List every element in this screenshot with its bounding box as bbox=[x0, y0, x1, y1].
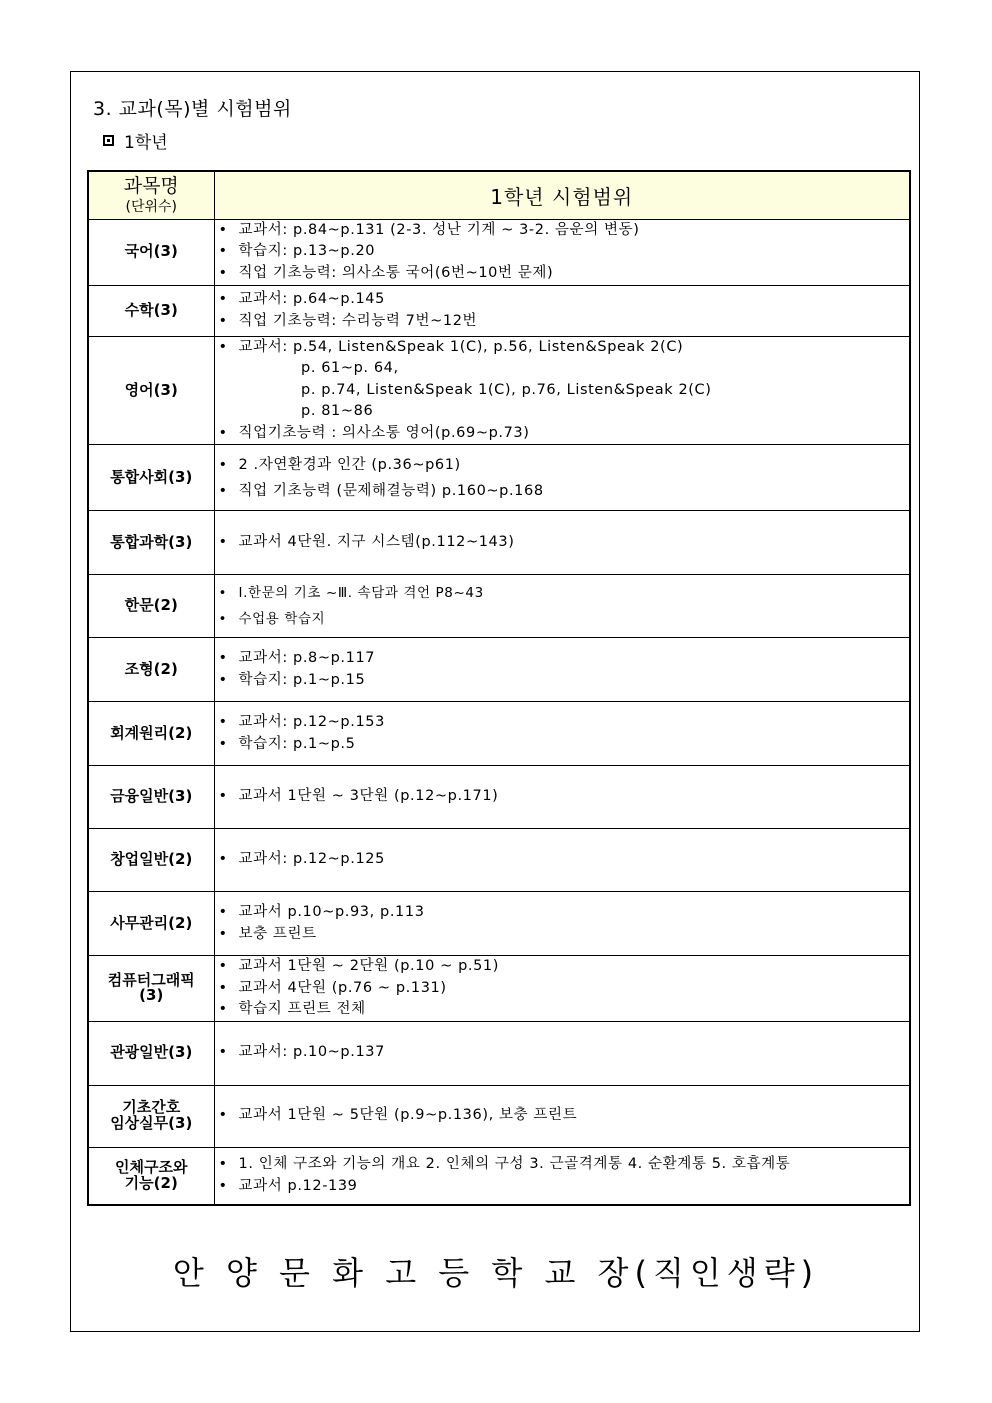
range-list bbox=[215, 220, 910, 285]
subject-cell: 금융일반(3) bbox=[88, 766, 214, 829]
table-row bbox=[88, 219, 910, 285]
range-item: • 교과서: p.12~p.125 bbox=[215, 849, 910, 871]
subject-cell: 기초간호 임상실무(3) bbox=[88, 1085, 214, 1147]
range-item: • 직업 기초능력: 의사소통 국어(6번~10번 문제) bbox=[215, 263, 910, 285]
principal-signature: 안 양 문 화 고 등 학 교 장(직인생략) bbox=[172, 1254, 820, 1292]
range-item: • 교과서: p.84~p.131 (2-3. 성난 기계 ~ 3-2. 음운의 변동) bbox=[215, 220, 910, 242]
range-item: • 교과서: p.8~p.117 bbox=[215, 648, 910, 670]
range-item: • 1. 인체 구조와 기능의 개요 2. 인체의 구성 3. 근골격계통 4. 순환계통 5. 호흡계통 bbox=[215, 1154, 910, 1176]
range-list bbox=[215, 1105, 910, 1127]
table-row bbox=[88, 285, 910, 336]
range-cell bbox=[214, 219, 910, 285]
range-list bbox=[215, 1042, 910, 1064]
subject-cell: 창업일반(2) bbox=[88, 829, 214, 892]
range-cell bbox=[214, 1085, 910, 1147]
subject-cell: 컴퓨터그래픽 (3) bbox=[88, 956, 214, 1022]
table-header-row bbox=[88, 171, 910, 219]
range-list bbox=[215, 337, 910, 445]
range-item: p. 61~p. 64, bbox=[238, 360, 399, 376]
range-list bbox=[215, 289, 910, 332]
range-list bbox=[215, 1154, 910, 1197]
range-item: • 보충 프린트 bbox=[215, 924, 910, 946]
range-cell bbox=[214, 336, 910, 445]
grade-label bbox=[103, 128, 168, 153]
table-row bbox=[88, 892, 910, 956]
range-item: • 교과서 p.10~p.93, p.113 bbox=[215, 902, 910, 924]
range-cell bbox=[214, 766, 910, 829]
range-item: • 교과서 4단원 (p.76 ~ p.131) bbox=[215, 978, 910, 1000]
table-row bbox=[88, 575, 910, 638]
header-subject-name: 과목명 bbox=[123, 174, 179, 197]
subject-cell: 인체구조와 기능(2) bbox=[88, 1147, 214, 1205]
range-list bbox=[215, 580, 910, 632]
subject-cell: 통합과학(3) bbox=[88, 511, 214, 575]
range-item: • 교과서 1단원 ~ 2단원 (p.10 ~ p.51) bbox=[215, 956, 910, 978]
table-row bbox=[88, 445, 910, 511]
grade-label-text: 1학년 bbox=[124, 133, 168, 153]
table-row bbox=[88, 766, 910, 829]
table-row bbox=[88, 1021, 910, 1085]
range-item: p. p.74, Listen&Speak 1(C), p.76, Listen&Speak 2(C) bbox=[238, 381, 712, 398]
range-cell bbox=[214, 285, 910, 336]
range-list bbox=[215, 786, 910, 808]
table-row bbox=[88, 638, 910, 702]
range-list bbox=[215, 902, 910, 945]
table-row bbox=[88, 336, 910, 445]
subject-cell: 한문(2) bbox=[88, 575, 214, 638]
range-item: • Ⅰ.한문의 기초 ~Ⅲ. 속담과 격언 P8~43 bbox=[215, 580, 910, 606]
range-item: • 학습지 프린트 전체 bbox=[215, 999, 910, 1021]
section-title: 3. 교과(목)별 시험범위 bbox=[93, 98, 292, 120]
range-item: • 직업기초능력 : 의사소통 영어(p.69~p.73) bbox=[215, 423, 910, 445]
range-item: • 교과서: p.64~p.145 bbox=[215, 289, 910, 311]
range-item: • 교과서 1단원 ~ 5단원 (p.9~p.136), 보충 프린트 bbox=[215, 1105, 910, 1127]
range-cell bbox=[214, 638, 910, 702]
header-subject bbox=[88, 171, 214, 219]
range-item: • 교과서 1단원 ~ 3단원 (p.12~p.171) bbox=[215, 786, 910, 808]
range-item: • 학습지: p.1~p.5 bbox=[215, 734, 910, 756]
table-row bbox=[88, 1085, 910, 1147]
range-cell bbox=[214, 702, 910, 766]
range-list bbox=[215, 452, 910, 504]
table-row bbox=[88, 511, 910, 575]
table-row bbox=[88, 702, 910, 766]
subject-cell: 통합사회(3) bbox=[88, 445, 214, 511]
range-item: • 학습지: p.13~p.20 bbox=[215, 241, 910, 263]
range-list bbox=[215, 956, 910, 1021]
range-item: • 2 .자연환경과 인간 (p.36~p61) bbox=[215, 452, 910, 478]
range-item: • 교과서: p.12~p.153 bbox=[215, 712, 910, 734]
subject-cell: 회계원리(2) bbox=[88, 702, 214, 766]
range-cell bbox=[214, 511, 910, 575]
range-item: • 직업 기초능력: 수리능력 7번~12번 bbox=[215, 311, 910, 333]
range-list bbox=[215, 849, 910, 871]
subject-cell: 사무관리(2) bbox=[88, 892, 214, 956]
range-item: • 수업용 학습지 bbox=[215, 606, 910, 632]
range-list bbox=[215, 648, 910, 691]
range-cell bbox=[214, 892, 910, 956]
subject-cell: 국어(3) bbox=[88, 219, 214, 285]
subject-cell: 수학(3) bbox=[88, 285, 214, 336]
range-cell bbox=[214, 575, 910, 638]
subject-cell: 조형(2) bbox=[88, 638, 214, 702]
range-item: • 직업 기초능력 (문제해결능력) p.160~p.168 bbox=[215, 478, 910, 504]
exam-range-table bbox=[87, 170, 911, 1206]
range-cell bbox=[214, 956, 910, 1022]
table-row bbox=[88, 829, 910, 892]
range-list bbox=[215, 712, 910, 755]
range-item: • 교과서: p.54, Listen&Speak 1(C), p.56, Listen&Speak 2(C) bbox=[215, 337, 910, 359]
range-list bbox=[215, 532, 910, 554]
range-item: • 학습지: p.1~p.15 bbox=[215, 670, 910, 692]
range-item: p. 81~86 bbox=[238, 403, 374, 419]
range-item: • 교과서: p.10~p.137 bbox=[215, 1042, 910, 1064]
range-cell bbox=[214, 829, 910, 892]
square-bullet-icon bbox=[103, 135, 114, 146]
header-range: 1학년 시험범위 bbox=[214, 171, 910, 219]
table-row bbox=[88, 1147, 910, 1205]
header-subject-units: (단위수) bbox=[125, 198, 177, 215]
range-cell bbox=[214, 1021, 910, 1085]
range-cell bbox=[214, 445, 910, 511]
subject-cell: 관광일반(3) bbox=[88, 1021, 214, 1085]
subject-cell: 영어(3) bbox=[88, 336, 214, 445]
range-item: • 교과서 4단원. 지구 시스템(p.112~143) bbox=[215, 532, 910, 554]
range-cell bbox=[214, 1147, 910, 1205]
range-item: • 교과서 p.12-139 bbox=[215, 1176, 910, 1198]
table-row bbox=[88, 956, 910, 1022]
